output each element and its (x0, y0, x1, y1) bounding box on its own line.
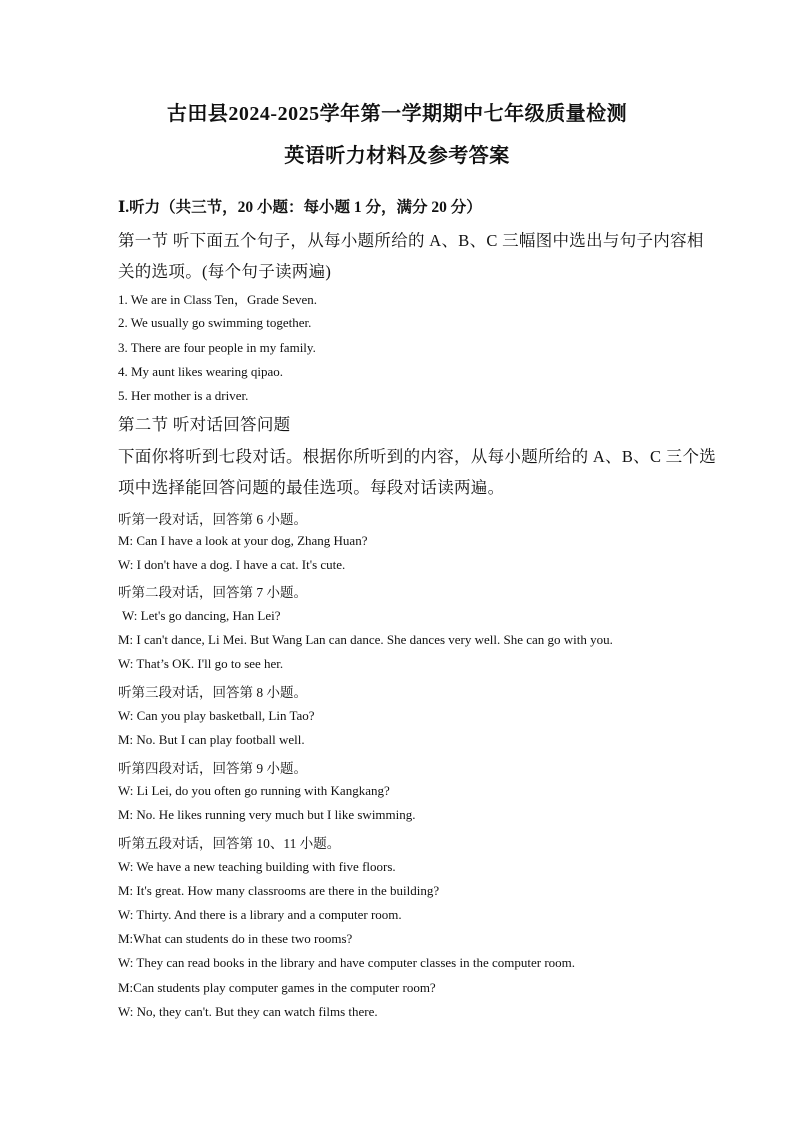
part2-heading: 第二节 听对话回答问题 (118, 415, 291, 434)
dialogue-line: W: We have a new teaching building with five floors. (118, 859, 396, 874)
sentence-item: 2. We usually go swimming together. (118, 315, 312, 330)
document-title: 古田县2024-2025学年第一学期期中七年级质量检测 (166, 103, 628, 125)
sentence-item: 5. Her mother is a driver. (118, 388, 249, 403)
sentence-item: 4. My aunt likes wearing qipao. (118, 364, 283, 379)
part1-instruction: 第一节 听下面五个句子，从每小题所给的 A、B、C 三幅图中选出与句子内容相 (118, 231, 704, 250)
dialogue-line: W: I don't have a dog. I have a cat. It's cute. (118, 557, 346, 572)
dialogue-heading: 听第三段对话，回答第 8 小题。 (118, 685, 307, 700)
dialogue-line: W: That’s OK. I'll go to see her. (118, 656, 284, 671)
sentence-item: 1. We are in Class Ten，Grade Seven. (118, 292, 318, 307)
dialogue-line: M: No. But I can play football well. (118, 732, 305, 747)
dialogue-line: M:What can students do in these two rooms? (118, 931, 353, 946)
dialogue-heading: 听第二段对话，回答第 7 小题。 (118, 585, 307, 600)
part2-instruction: 项中选择能回答问题的最佳选项。每段对话读两遍。 (118, 478, 505, 497)
dialogue-line: M: It's great. How many classrooms are there in the building? (118, 883, 440, 898)
section-heading: Ⅰ.听力（共三节，20 小题：每小题 1 分，满分 20 分） (118, 199, 482, 216)
dialogue-line: M: Can I have a look at your dog, Zhang Huan? (118, 533, 368, 548)
part2-instruction: 下面你将听到七段对话。根据你所听到的内容，从每小题所给的 A、B、C 三个选 (118, 447, 717, 466)
dialogue-line: W: Let's go dancing, Han Lei? (122, 608, 281, 623)
dialogue-line: W: Thirty. And there is a library and a computer room. (118, 907, 402, 922)
dialogue-line: W: No, they can't. But they can watch films there. (118, 1004, 378, 1019)
dialogue-heading: 听第一段对话，回答第 6 小题。 (118, 512, 307, 527)
dialogue-line: M: I can't dance, Li Mei. But Wang Lan can dance. She dances very well. She can go with you. (118, 632, 613, 647)
dialogue-line: M:Can students play computer games in the computer room? (118, 980, 436, 995)
dialogue-line: W: Li Lei, do you often go running with Kangkang? (118, 783, 390, 798)
dialogue-line: W: They can read books in the library and have computer classes in the computer room. (118, 955, 576, 970)
document-subtitle: 英语听力材料及参考答案 (284, 145, 510, 167)
dialogue-heading: 听第四段对话，回答第 9 小题。 (118, 761, 307, 776)
dialogue-heading: 听第五段对话，回答第 10、11 小题。 (118, 836, 341, 851)
dialogue-line: W: Can you play basketball, Lin Tao? (118, 708, 315, 723)
sentence-item: 3. There are four people in my family. (118, 340, 316, 355)
dialogue-line: M: No. He likes running very much but I like swimming. (118, 807, 416, 822)
part1-instruction: 关的选项。(每个句子读两遍) (118, 262, 332, 281)
